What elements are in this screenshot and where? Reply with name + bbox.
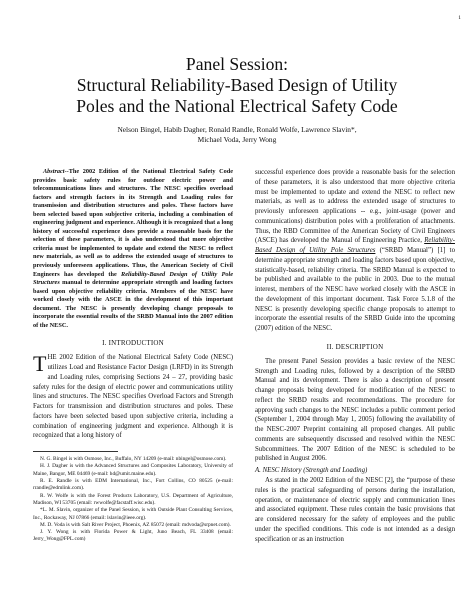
section-heading-description: II. DESCRIPTION [326,342,384,351]
description-paragraph: The present Panel Session provides a basic review of the NESC Strength and Loading rules, followed by a description of the SRBD Manual and its development. There is also a description of present change proposals being developed for modification of the NESC to reflect the SRBD results and recommendations. The procedure for approving such changes to the NESC includes a public comment period (September 1, 2004 through May 1, 2005) following the availability of the NESC-2007 Preprint containing all proposed changes. All public comments are subsequently discussed and resolved within the NESC Subcommittees. The 2007 Edition of the NESC is scheduled to be published in August 2006. [255,357,455,463]
footnote-divider [33,451,118,452]
section-heading-introduction: I. INTRODUCTION [102,339,164,348]
title-line: Panel Session: [185,54,289,74]
authors-line: Michael Voda, Jerry Wong [197,135,277,144]
nesc-history-paragraph: As stated in the 2002 Edition of the NESC [2], the “purpose of these rules is the practical safeguarding of persons during the installation, operation, or maintenance of electric supply and communication lines and associated equipment. These rules contain the basic provisions that are considered necessary for the safety of employees and the public under the specified conditions. This code is not intended as a design specification or as an instruction [255,477,455,543]
drop-cap: T [33,351,47,377]
abstract-manual-title: Reliability-Based Design of Utility Pole Structures [33,270,233,287]
introduction-text: HE 2002 Edition of the National Electrical Safety Code (NESC) utilizes Load and Resistance Factor Design (LRFD) in its Strength and Loading rules, comprising Sections 24 – 27, providing basic safety rules for the design of electric power and communications utility lines and structures. The NESC specifies Overload Factors and Strength Factors for transmission and distribution structures and poles. These factors have been selected based upon subjective criteria, including a combination of engineering judgment and experience. Although it is recognized that a long history of [33,354,233,440]
left-column [33,168,233,544]
intro-cont-text-2: (“SRBD Manual”) [1] to determine appropriate strength and loading factors based upon objective, statistically-based, reliability criteria. The SRBD Manual is expected to be published and available to the public in 2003. Due to the mutual interest, members of the NESC have worked closely with the ASCE in the development of this important document. Task Force 5.1.8 of the NESC is presently developing specific change proposals to attempt to incorporate the essential results of the SRBD Guide into the upcoming (2007) edition of the NESC. [255,247,455,332]
page-number: 1 [458,15,461,21]
author-list [40,125,434,145]
title-line: Poles and the National Electrical Safety Code [76,96,398,116]
intro-cont-text: successful experience does provide a reasonable basis for the selection of these parameters, it is also understood that more objective criteria must be implemented to update and extend the NESC to reflect new materials, as well as to address the extended usage of structures to previously unforeseen applications -- e.g., joint-usage (power and communications) distribution poles with a proliferation of attachments. Thus, the RBD Committee of the American Society of Civil Engineers (ASCE) has developed the Manual of Engineering Practice, [255,169,455,245]
footnote: H. J. Dagher is with the Advanced Structures and Composites Laboratory, University of Maine, Bangor, ME 04469 (e-mail: hd@umit.maine.edu). [33,463,233,477]
manual-title: Reliability-Based Design of Utility Pole Structures [255,237,455,254]
right-column [255,168,455,544]
intro-continuation-paragraph [255,168,455,334]
footnote: J. Y. Wong is with Florida Power & Light, Juno Beach, FL 33408 (email: Jerry_Wong@FPL.com) [33,529,233,543]
footnote: N. G. Bingel is with Osmose, Inc., Buffalo, NY 14209 (e-mail: nbingel@osmose.com). [40,456,227,463]
introduction-paragraph [33,353,233,441]
authors-line: Nelson Bingel, Habib Dagher, Ronald Randle, Ronald Wolfe, Lawrence Slavin*, [117,125,357,134]
paper-title [20,54,454,117]
subsection-heading-nesc-history: A. NESC History (Strength and Loading) [255,467,368,474]
abstract-text-cont: manual to determine appropriate strength and loading factors based upon objective reliability criteria. Members of the NESC have worked closely with the ASCE in the development of this important document. The NESC is presently developing change proposals to incorporate the essential results of the SRBD Manual into the 2007 edition of the NESC. [33,279,233,329]
abstract-text: --The 2002 Edition of the National Electrical Safety Code provides basic safety rules for outdoor electric power and telecommunications lines and structures. The NESC specifies overload factors and strength factors in its Strength and Loading rules for transmission and distribution structures and poles. These factors have been selected based upon subjective criteria, including a combination of engineering judgment and experience. Although it is recognized that a long history of successful experience does provide a reasonable basis for the selection of these parameters, it is also understood that more objective criteria must be implemented to update and extend the NESC to reflect new materials, as well as to address the extended usage of structures to previously unforeseen applications. Thus, the American Society of Civil Engineers has developed the [33,168,233,278]
footnote: *L. M. Slavin, organizer of the Panel Session, is with Outside Plant Consulting Services, Inc., Rockaway, NJ 07866 (email: lslavin@ieee.org). [33,507,233,521]
footnote: R. E. Randle is with EDM International, Inc., Fort Collins, CO 80525 (e-mail: rrandle@edmlink.com). [33,478,233,492]
footnote: M. D. Voda is with Salt River Project, Phoenix, AZ 85072 (email: mdvoda@srpnet.com). [40,521,231,528]
title-line: Structural Reliability-Based Design of Utility [76,75,398,95]
footnote: R. W. Wolfe is with the Forest Products Laboratory, U.S. Department of Agriculture, Madison, WI 53705 (email: rwwolfe@facstaff.wisc.edu). [33,492,233,506]
abstract [33,168,233,330]
abstract-label: Abstract [43,168,65,175]
